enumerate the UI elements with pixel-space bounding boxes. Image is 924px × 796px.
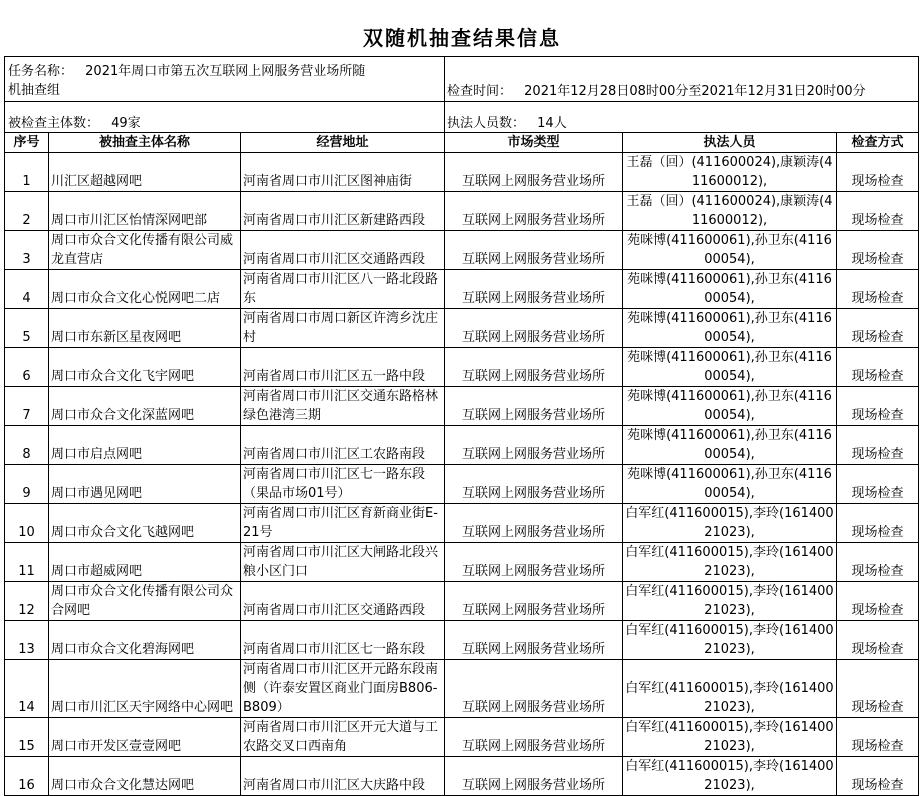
cell-market-type[interactable]: 互联网上网服务营业场所	[445, 465, 623, 504]
table-row	[5, 270, 919, 309]
column-header-market-type: 市场类型	[445, 133, 623, 153]
cell-name[interactable]: 周口市川汇区天宇网络中心网吧	[49, 660, 241, 718]
cell-market-type[interactable]: 互联网上网服务营业场所	[445, 348, 623, 387]
cell-name[interactable]: 周口市众合文化飞宇网吧	[49, 348, 241, 387]
cell-address[interactable]: 河南省周口市川汇区大庆路中段	[241, 757, 445, 796]
cell-method[interactable]: 现场检查	[837, 504, 919, 543]
cell-method[interactable]: 现场检查	[837, 543, 919, 582]
cell-address[interactable]: 河南省周口市川汇区图神庙街	[241, 153, 445, 192]
cell-method[interactable]: 现场检查	[837, 621, 919, 660]
cell-method[interactable]: 现场检查	[837, 270, 919, 309]
cell-index[interactable]: 1	[5, 153, 49, 192]
table-row	[5, 309, 919, 348]
cell-method[interactable]: 现场检查	[837, 192, 919, 231]
column-header-method: 检查方式	[837, 133, 919, 153]
table-row	[5, 426, 919, 465]
cell-market-type[interactable]: 互联网上网服务营业场所	[445, 757, 623, 796]
cell-method[interactable]: 现场检查	[837, 465, 919, 504]
column-header-address: 经营地址	[241, 133, 445, 153]
cell-method[interactable]: 现场检查	[837, 348, 919, 387]
cell-name[interactable]: 周口市众合文化深蓝网吧	[49, 387, 241, 426]
cell-staff[interactable]: 苑咪博(411600061),孙卫东(411600054),	[623, 387, 837, 426]
table-row	[5, 718, 919, 757]
cell-method[interactable]: 现场检查	[837, 582, 919, 621]
cell-staff[interactable]: 苑咪博(411600061),孙卫东(411600054),	[623, 465, 837, 504]
cell-name[interactable]: 周口市众合文化慧达网吧	[49, 757, 241, 796]
cell-staff[interactable]: 白军红(411600015),李玲(16140021023),	[623, 582, 837, 621]
cell-name[interactable]: 周口市川汇区怡情深网吧部	[49, 192, 241, 231]
table-row	[5, 757, 919, 796]
cell-index[interactable]: 2	[5, 192, 49, 231]
cell-market-type[interactable]: 互联网上网服务营业场所	[445, 621, 623, 660]
cell-index[interactable]: 8	[5, 426, 49, 465]
cell-staff[interactable]: 白军红(411600015),李玲(16140021023),	[623, 543, 837, 582]
column-header-name: 被抽查主体名称	[49, 133, 241, 153]
results-table	[4, 132, 919, 796]
cell-address[interactable]: 河南省周口市川汇区五一路中段	[241, 348, 445, 387]
staff-count-label: 执法人员数：	[447, 116, 526, 131]
cell-address[interactable]: 河南省周口市川汇区开元大道与工农路交叉口西南角	[241, 718, 445, 757]
table-row	[5, 582, 919, 621]
cell-method[interactable]: 现场检查	[837, 757, 919, 796]
cell-address[interactable]: 河南省周口市川汇区育新商业街E-21号	[241, 504, 445, 543]
cell-index[interactable]: 15	[5, 718, 49, 757]
task-name-label: 任务名称：	[8, 64, 74, 79]
header-rule-right	[918, 56, 919, 133]
table-row	[5, 192, 919, 231]
cell-method[interactable]: 现场检查	[837, 426, 919, 465]
check-time	[447, 82, 866, 101]
cell-method[interactable]: 现场检查	[837, 231, 919, 270]
header-rule-top	[4, 56, 918, 57]
table-row	[5, 231, 919, 270]
table-row	[5, 465, 919, 504]
cell-market-type[interactable]: 互联网上网服务营业场所	[445, 504, 623, 543]
header-rule-left	[4, 56, 5, 133]
table-row	[5, 387, 919, 426]
cell-address[interactable]: 河南省周口市川汇区七一路东段（果品市场01号）	[241, 465, 445, 504]
cell-name[interactable]: 周口市遇见网吧	[49, 465, 241, 504]
cell-staff[interactable]: 苑咪博(411600061),孙卫东(411600054),	[623, 270, 837, 309]
cell-name[interactable]: 周口市东新区星夜网吧	[49, 309, 241, 348]
cell-index[interactable]: 12	[5, 582, 49, 621]
cell-index[interactable]: 4	[5, 270, 49, 309]
task-name-line1	[8, 62, 365, 81]
table-header-row	[5, 133, 919, 153]
cell-market-type[interactable]: 互联网上网服务营业场所	[445, 231, 623, 270]
cell-staff[interactable]: 白军红(411600015),李玲(16140021023),	[623, 718, 837, 757]
cell-address[interactable]: 河南省周口市川汇区七一路东段	[241, 621, 445, 660]
cell-market-type[interactable]: 互联网上网服务营业场所	[445, 192, 623, 231]
column-header-index: 序号	[5, 133, 49, 153]
table-row	[5, 153, 919, 192]
header-rule-mid	[4, 101, 918, 102]
cell-address[interactable]: 河南省周口市川汇区开元路东段南侧（许泰安置区商业门面房B806-B809）	[241, 660, 445, 718]
cell-staff[interactable]: 白军红(411600015),李玲(16140021023),	[623, 621, 837, 660]
cell-market-type[interactable]: 互联网上网服务营业场所	[445, 543, 623, 582]
cell-address[interactable]: 河南省周口市周口新区许湾乡沈庄村	[241, 309, 445, 348]
cell-index[interactable]: 11	[5, 543, 49, 582]
cell-name[interactable]: 周口市众合文化心悦网吧二店	[49, 270, 241, 309]
cell-staff[interactable]: 白军红(411600015),李玲(16140021023),	[623, 757, 837, 796]
cell-index[interactable]: 16	[5, 757, 49, 796]
cell-market-type[interactable]: 互联网上网服务营业场所	[445, 270, 623, 309]
cell-staff[interactable]: 白军红(411600015),李玲(16140021023),	[623, 660, 837, 718]
cell-index[interactable]: 13	[5, 621, 49, 660]
subject-count	[8, 114, 141, 133]
subject-count-label: 被检查主体数：	[8, 116, 100, 131]
cell-staff[interactable]: 苑咪博(411600061),孙卫东(411600054),	[623, 309, 837, 348]
cell-name[interactable]: 周口市启点网吧	[49, 426, 241, 465]
column-header-staff: 执法人员	[623, 133, 837, 153]
cell-market-type[interactable]: 互联网上网服务营业场所	[445, 426, 623, 465]
cell-staff[interactable]: 王磊（回）(411600024),康颖涛(411600012),	[623, 153, 837, 192]
cell-address[interactable]: 河南省周口市川汇区新建路西段	[241, 192, 445, 231]
table-row	[5, 543, 919, 582]
cell-method[interactable]: 现场检查	[837, 660, 919, 718]
cell-address[interactable]: 河南省周口市川汇区八一路北段路东	[241, 270, 445, 309]
cell-name[interactable]: 周口市众合文化传播有限公司众合网吧	[49, 582, 241, 621]
task-name-value: 2021年周口市第五次互联网上网服务营业场所随	[85, 64, 366, 79]
cell-name[interactable]: 周口市超威网吧	[49, 543, 241, 582]
cell-method[interactable]: 现场检查	[837, 309, 919, 348]
cell-name[interactable]: 周口市众合文化飞越网吧	[49, 504, 241, 543]
cell-market-type[interactable]: 互联网上网服务营业场所	[445, 582, 623, 621]
cell-staff[interactable]: 苑咪博(411600061),孙卫东(411600054),	[623, 348, 837, 387]
table-row	[5, 348, 919, 387]
cell-address[interactable]: 河南省周口市川汇区交通路西段	[241, 582, 445, 621]
cell-market-type[interactable]: 互联网上网服务营业场所	[445, 153, 623, 192]
staff-count	[447, 114, 567, 133]
cell-method[interactable]: 现场检查	[837, 153, 919, 192]
cell-method[interactable]: 现场检查	[837, 718, 919, 757]
cell-index[interactable]: 6	[5, 348, 49, 387]
cell-market-type[interactable]: 互联网上网服务营业场所	[445, 309, 623, 348]
check-time-value: 2021年12月28日08时00分至2021年12月31日20时00分	[524, 84, 866, 99]
cell-index[interactable]: 10	[5, 504, 49, 543]
cell-index[interactable]: 7	[5, 387, 49, 426]
cell-market-type[interactable]: 互联网上网服务营业场所	[445, 660, 623, 718]
task-name-line2: 机抽查组	[8, 83, 61, 98]
cell-address[interactable]: 河南省周口市川汇区大闸路北段兴粮小区门口	[241, 543, 445, 582]
header-rule-divider	[444, 56, 445, 133]
cell-address[interactable]: 河南省周口市川汇区工农路南段	[241, 426, 445, 465]
cell-staff[interactable]: 王磊（回）(411600024),康颖涛(411600012),	[623, 192, 837, 231]
cell-market-type[interactable]: 互联网上网服务营业场所	[445, 718, 623, 757]
table-row	[5, 504, 919, 543]
staff-count-value: 14人	[537, 116, 567, 131]
cell-name[interactable]: 川汇区超越网吧	[49, 153, 241, 192]
cell-staff[interactable]: 白军红(411600015),李玲(16140021023),	[623, 504, 837, 543]
cell-staff[interactable]: 苑咪博(411600061),孙卫东(411600054),	[623, 231, 837, 270]
cell-address[interactable]: 河南省周口市川汇区交通东路格林绿色港湾三期	[241, 387, 445, 426]
cell-staff[interactable]: 苑咪博(411600061),孙卫东(411600054),	[623, 426, 837, 465]
check-time-label: 检查时间：	[447, 84, 513, 99]
cell-name[interactable]: 周口市开发区壹壹网吧	[49, 718, 241, 757]
cell-market-type[interactable]: 互联网上网服务营业场所	[445, 387, 623, 426]
cell-index[interactable]: 14	[5, 660, 49, 718]
cell-method[interactable]: 现场检查	[837, 387, 919, 426]
cell-address[interactable]: 河南省周口市川汇区交通路西段	[241, 231, 445, 270]
cell-index[interactable]: 3	[5, 231, 49, 270]
subject-count-value: 49家	[111, 116, 141, 131]
cell-name[interactable]: 周口市众合文化碧海网吧	[49, 621, 241, 660]
cell-name[interactable]: 周口市众合文化传播有限公司威龙直营店	[49, 231, 241, 270]
page-title: 双随机抽查结果信息	[363, 26, 561, 50]
table-row	[5, 660, 919, 718]
cell-index[interactable]: 9	[5, 465, 49, 504]
table-row	[5, 621, 919, 660]
cell-index[interactable]: 5	[5, 309, 49, 348]
